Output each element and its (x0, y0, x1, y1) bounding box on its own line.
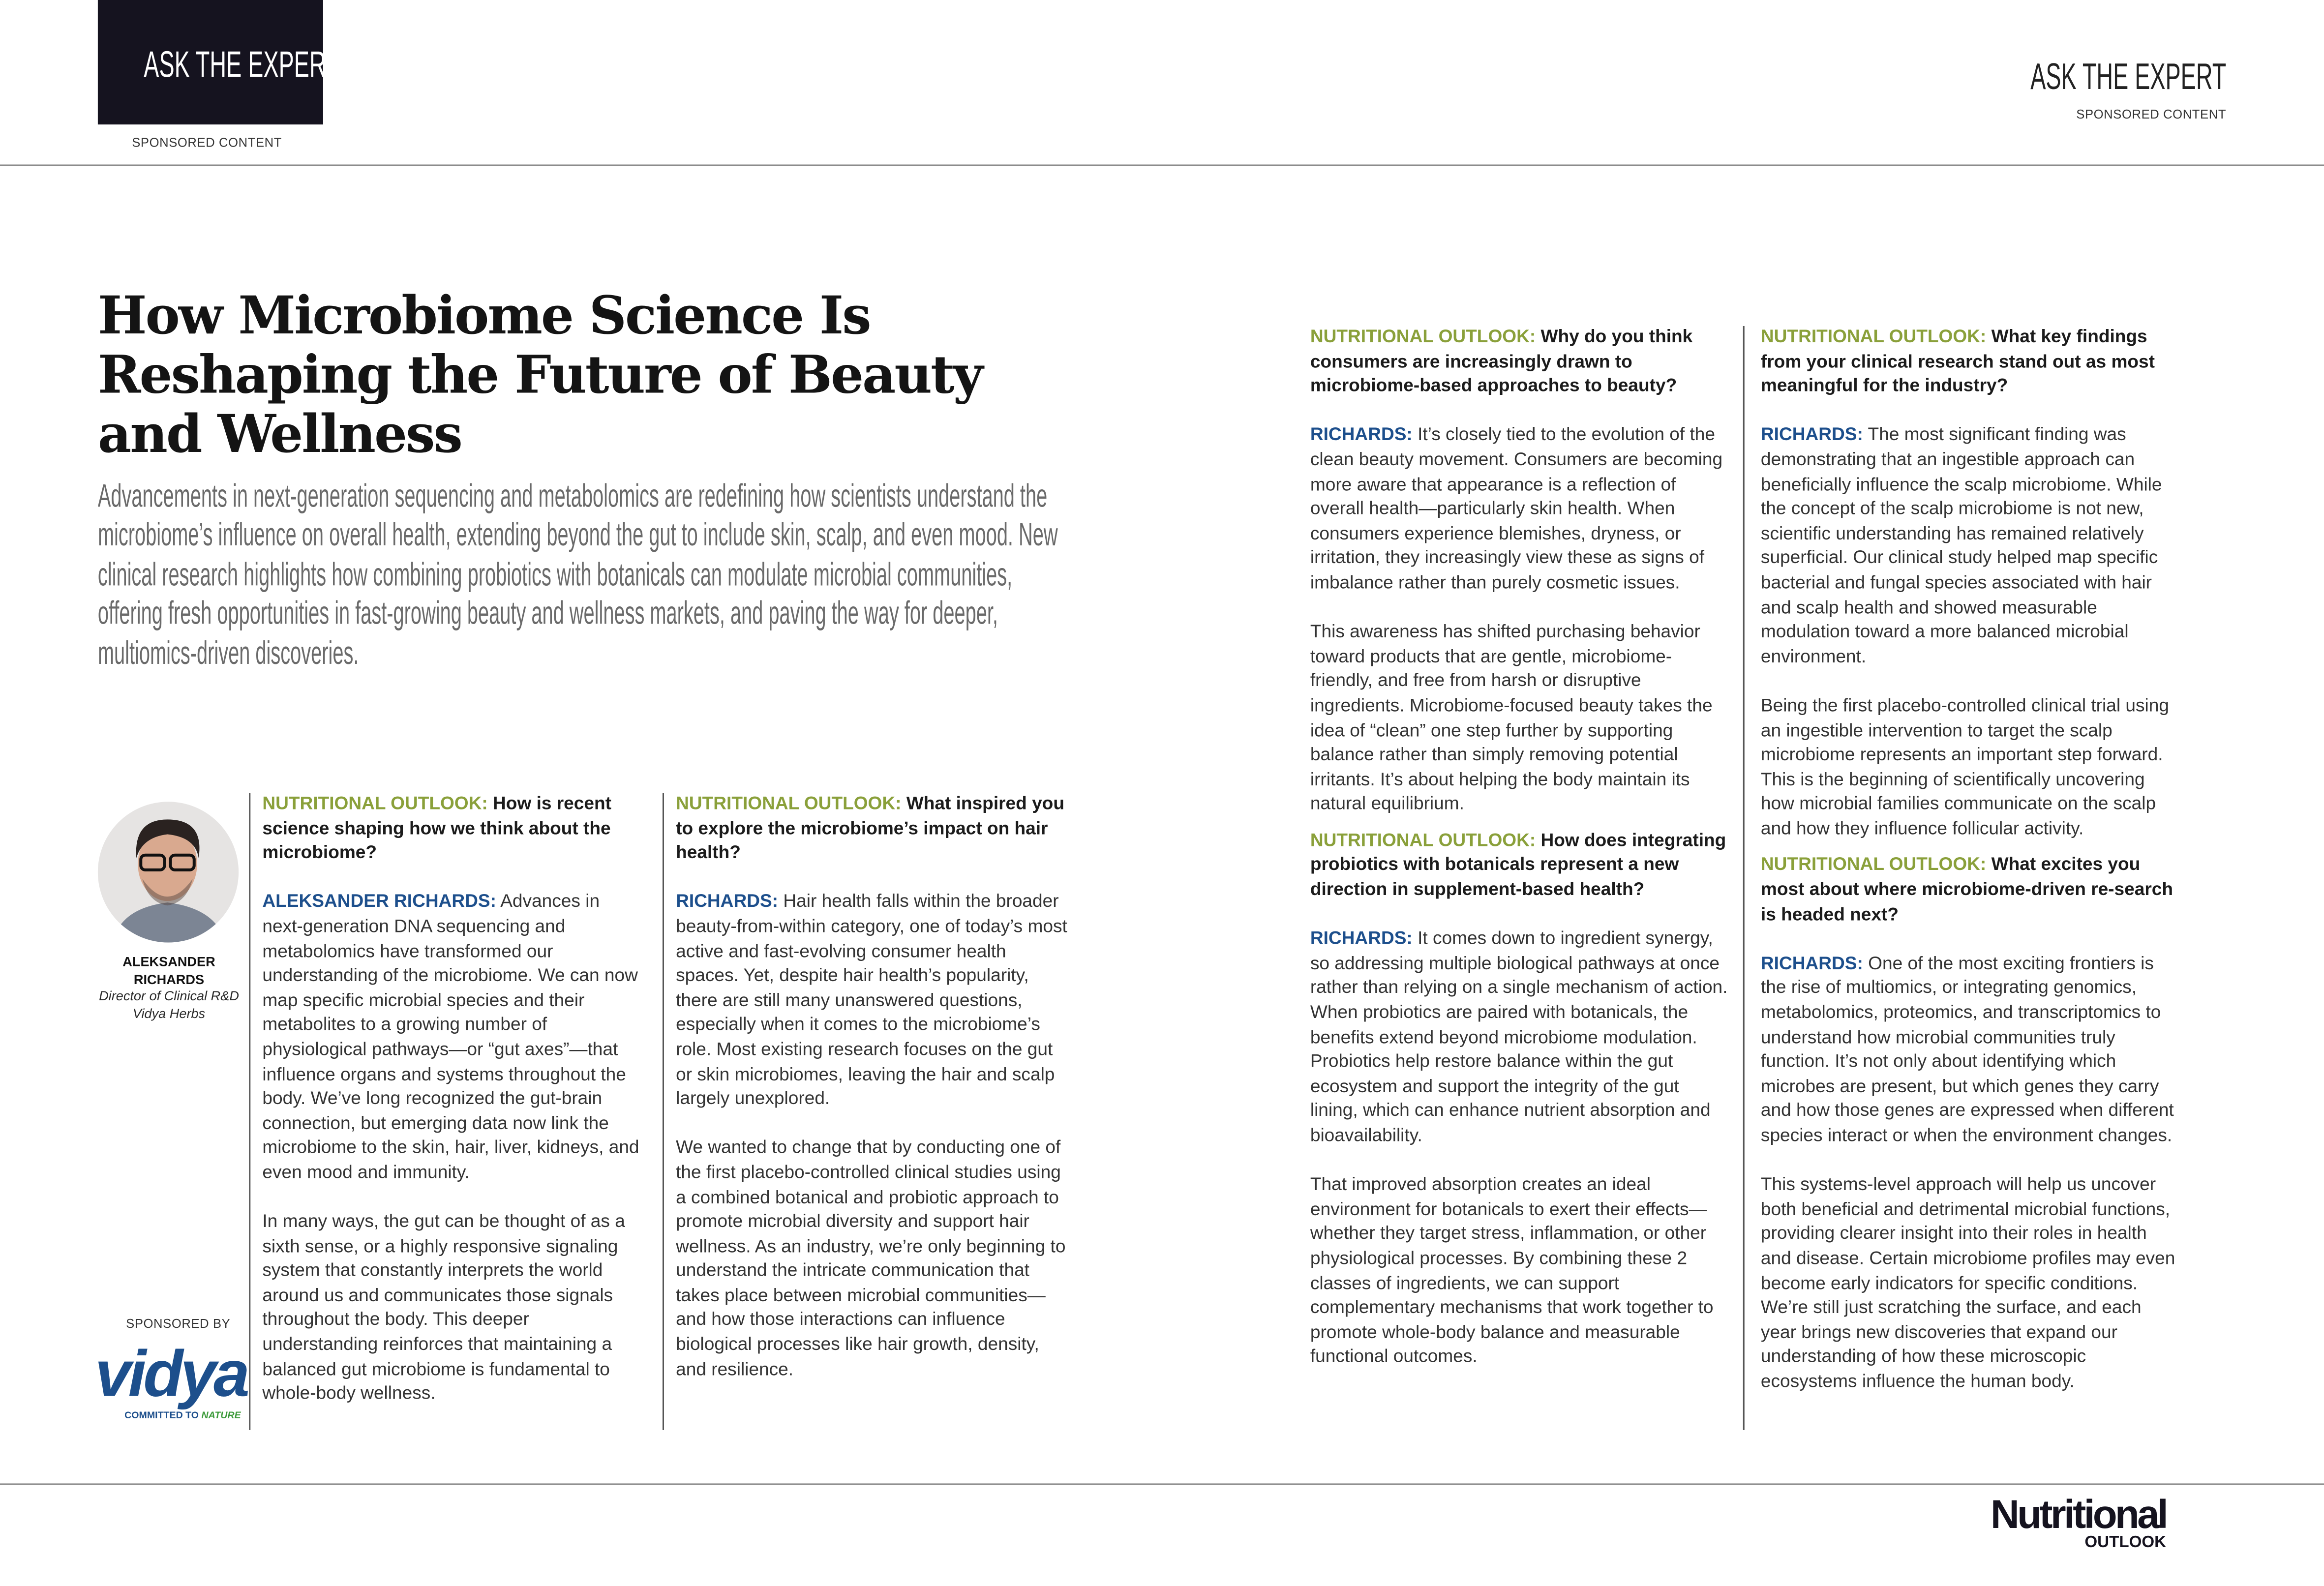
question-text: What inspired you to explore the microbiome’s impact on hair health? (676, 793, 1064, 863)
expert-bio (89, 955, 249, 1023)
column-divider (663, 793, 664, 1430)
nutritional-outlook-logo (1990, 1492, 2167, 1552)
answer-paragraph: This systems-level approach will help us uncover both beneficial and detrimental microbial functions, providing clearer insight into their roles in health and disease. Certain microbiome profiles may even become early indicators for specific conditions. We’re still just scratching the surface, and each year brings new discoveries that expand our understanding of how these microscopic ecosystems influence the human body. (1760, 1174, 2175, 1392)
vidya-logo: vidya (94, 1338, 247, 1411)
sponsored-content-label: SPONSORED CONTENT (132, 135, 282, 150)
answer-paragraph: That improved absorption creates an ideal environment for botanicals to exert their effects—whether they target stress, inflammation, or other physiological processes. By combining these 2 classes of ingredients, we can support complementary mechanisms that work together to promote whole-body balance and measurable functional outcomes. (1310, 1174, 1714, 1367)
answer-text: The most significant finding was demonstrating that an ingestible approach can beneficially influence the scalp microbiome. While the concept of the scalp microbiome is not new, scientific understanding has remained relatively superficial. Our clinical study helped map specific bacterial and fungal species associated with hair and scalp health and showed measurable modulation toward a more balanced microbial environment. (1760, 424, 2162, 667)
logo-main: Nutritional (1990, 1492, 2167, 1537)
question-text: What key findings from your clinical research stand out as most meaningful for the industry? (1760, 326, 2155, 396)
column-divider (249, 793, 250, 1430)
no-label: NUTRITIONAL OUTLOOK: (1760, 854, 1987, 875)
page-title: How Microbiome Science Is Reshaping the Future of Beauty and Wellness (97, 286, 982, 466)
respondent-label: RICHARDS: (1310, 928, 1413, 949)
no-label: NUTRITIONAL OUTLOOK: (1310, 326, 1536, 347)
question-text: What excites you most about where microbiome-driven re-search is headed next? (1760, 854, 2173, 925)
sponsored-by-label: SPONSORED BY (126, 1316, 231, 1331)
column-1 (262, 791, 644, 1431)
no-label: NUTRITIONAL OUTLOOK: (262, 793, 488, 814)
answer-paragraph: This awareness has shifted purchasing behavior toward products that are gentle, microbiome-friendly, and free from harsh or disruptive ingredients. Microbiome-focused beauty takes the idea of “clean” one step further by supporting balance rather than simply removing potential irritants. It’s about helping the body maintain its natural equilibrium. (1310, 621, 1713, 814)
no-label: NUTRITIONAL OUTLOOK: (1310, 830, 1536, 851)
tagline-a: COMMITTED TO (124, 1410, 202, 1421)
question-text: Why do you think consumers are increasingly drawn to microbiome-based approaches to beauty? (1310, 326, 1693, 396)
right-tag-text: ASK THE EXPERT (2030, 56, 2227, 98)
answer (676, 890, 1070, 1111)
tag-text: ASK THE EXPERT (144, 44, 340, 86)
expert-company: Vidya Herbs (132, 1005, 206, 1020)
logo-sub: OUTLOOK (2084, 1533, 2167, 1552)
respondent-label: RICHARDS: (1310, 424, 1413, 446)
top-divider (0, 164, 2324, 166)
question (676, 791, 1070, 865)
no-label: NUTRITIONAL OUTLOOK: (676, 793, 902, 814)
question (1310, 325, 1731, 398)
question (1310, 828, 1731, 902)
answer (1310, 927, 1731, 1148)
column-3 (1310, 325, 1731, 1394)
column-2 (676, 791, 1070, 1406)
right-tag (1910, 57, 2226, 99)
question (1761, 853, 2182, 927)
respondent-label: ALEKSANDER RICHARDS: (262, 891, 496, 912)
question (262, 791, 644, 865)
expert-photo (98, 802, 239, 942)
expert-name: ALEKSANDER RICHARDS (122, 954, 215, 987)
no-label: NUTRITIONAL OUTLOOK: (1760, 326, 1987, 347)
tagline-b: NATURE (201, 1410, 241, 1421)
right-sponsored-label: SPONSORED CONTENT (2076, 106, 2227, 122)
answer-paragraph: We wanted to change that by conducting one of the first placebo-controlled clinical studies using a combined botanical and probiotic approach to promote microbial diversity and support hair wellness. As an industry, we’re only beginning to understand the intricate communication that takes place between microbial communities—and how those interactions can influence biological processes like hair growth, density, and resilience. (676, 1137, 1066, 1379)
respondent-label: RICHARDS: (676, 891, 779, 912)
bottom-divider (0, 1483, 2324, 1485)
vidya-tagline (124, 1411, 241, 1421)
question (1761, 325, 2182, 398)
answer (1310, 423, 1731, 595)
column-4 (1761, 325, 2182, 1418)
answer-text: It comes down to ingredient synergy, so addressing multiple biological pathways at once rather than relying on a single mechanism of action. When probiotics are paired with botanicals, the benefits extend beyond microbiome modulation. Probiotics help restore balance within the gut ecosystem and support the integrity of the gut lining, which can enhance nutrient absorption and bioavailability. (1310, 928, 1728, 1146)
answer-paragraph: Being the first placebo-controlled clinical trial using an ingestible intervention to target the scalp microbiome represents an important step forward. This is the beginning of scientifically uncovering how microbial families communicate on the scalp and how they influence follicular activity. (1760, 695, 2170, 839)
subtitle: Advancements in next-generation sequencing and metabolomics are redefining how scientists understand the microbiome’s influence on overall health, extending beyond the gut to include skin, scalp, and even mood. New clinical research highlights how combining probiotics with botanicals can modulate microbial communities, offering fresh opportunities in fast-growing beauty and wellness markets, and paving the way for deeper, multiomics-driven discoveries. (97, 477, 1058, 671)
question-text: How is recent science shaping how we think about the microbiome? (262, 793, 612, 863)
answer (262, 890, 644, 1185)
answer (1761, 951, 2182, 1148)
respondent-label: RICHARDS: (1760, 424, 1863, 446)
answer-text: Hair health falls within the broader beauty-from-within category, one of today’s most active and fast-evolving consumer health spaces. Yet, despite hair health’s popularity, there are still many unanswered questions, especially when it comes to the microbiome’s role. Most existing research focuses on the gut or skin microbiomes, leaving the hair and scalp largely unexplored. (676, 891, 1067, 1109)
answer-paragraph: In many ways, the gut can be thought of as a sixth sense, or a highly responsive signaling system that constantly interprets the world around us and communicates those signals throughout the body. This deeper understanding reinforces that maintaining a balanced gut microbiome is fundamental to whole-body wellness. (262, 1211, 625, 1404)
ask-the-expert-tag (98, 0, 340, 124)
answer-text: One of the most exciting frontiers is the rise of multiomics, or integrating genomics, metabolomics, proteomics, and transcriptomics to understand how microbial communities truly function. It’s not only about identifying which microbes are present, but which genes they carry and how those genes are expressed when different species interact or when the environment changes. (1760, 953, 2174, 1146)
answer (1761, 423, 2182, 669)
question-text: How does integrating probiotics with botanicals represent a new direction in supplement-based health? (1310, 830, 1726, 900)
column-divider (1743, 326, 1745, 1430)
expert-role: Director of Clinical R&D (99, 988, 239, 1004)
answer-text: Advances in next-generation DNA sequencing and metabolomics have transformed our understanding of the microbiome. We can now map specific microbial species and their metabolites to a growing number of physiological pathways—or “gut axes”—that influence organs and systems throughout the body. We’ve long recognized the gut-brain connection, but emerging data now link the microbiome to the skin, hair, liver, kidneys, and even mood and immunity. (262, 891, 639, 1183)
respondent-label: RICHARDS: (1760, 953, 1863, 974)
answer-text: It’s closely tied to the evolution of the clean beauty movement. Consumers are becoming more aware that appearance is a reflection of overall health—particularly skin health. When consumers experience blemishes, dryness, or irritation, they increasingly view these as signs of imbalance rather than purely cosmetic issues. (1310, 424, 1723, 593)
